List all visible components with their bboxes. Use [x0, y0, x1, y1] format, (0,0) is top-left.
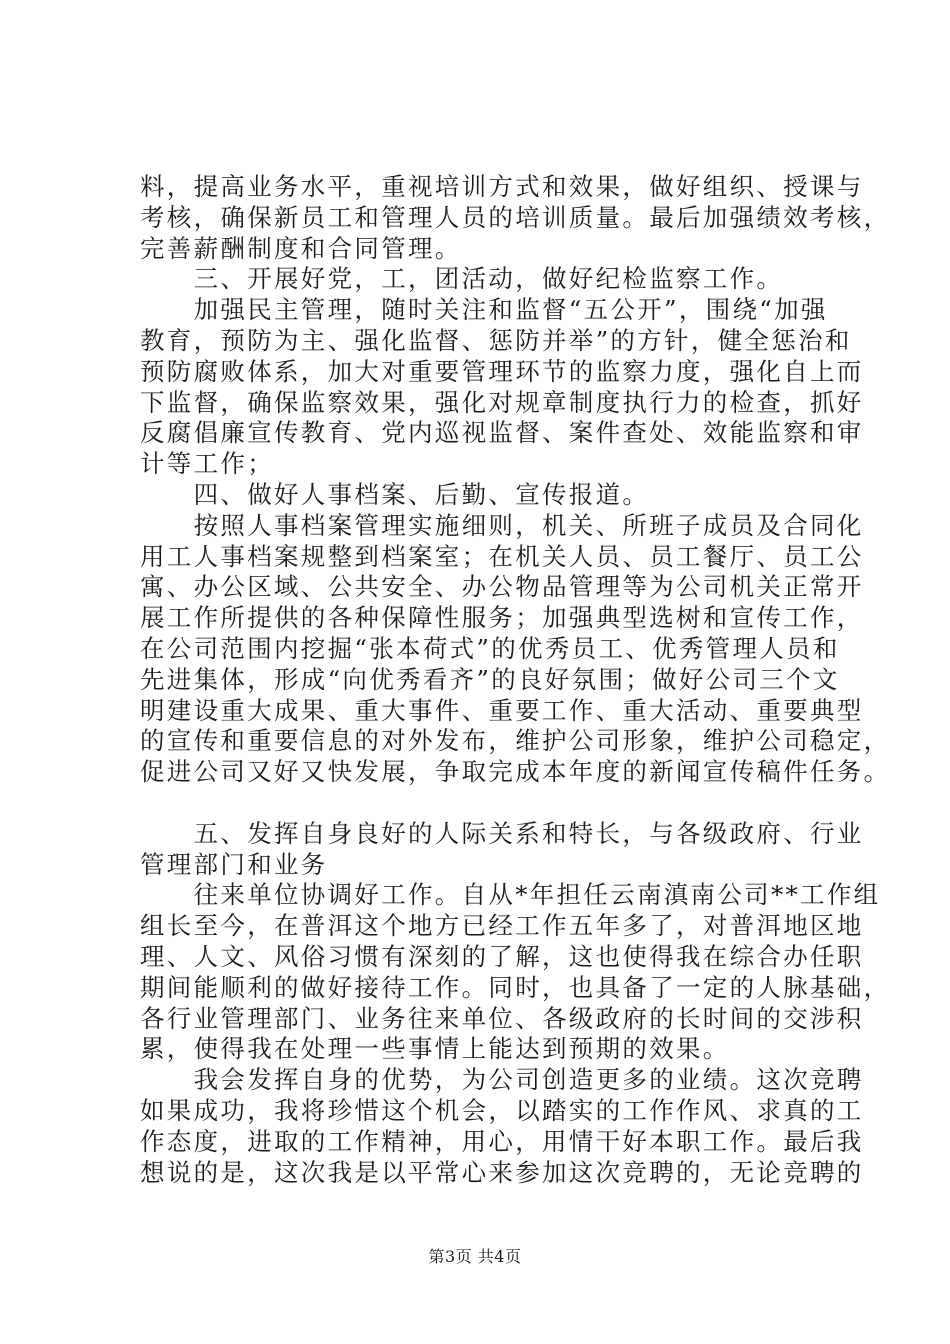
body-line: 料，提高业务水平，重视培训方式和效果，做好组织、授课与 [140, 172, 864, 201]
body-line: 加强民主管理，随时关注和监督“五公开”，围绕“加强 [140, 295, 828, 325]
document-body [140, 172, 891, 1188]
body-line: 组长至今，在普洱这个地方已经工作五年多了，对普洱地区地 [140, 911, 864, 941]
section-heading-5: 五、发挥自身良好的人际关系和特长，与各级政府、行业 [140, 818, 864, 848]
body-line: 展工作所提供的各种保障性服务；加强典型选树和宣传工作， [140, 603, 864, 633]
body-line: 按照人事档案管理实施细则，机关、所班子成员及合同化 [140, 510, 864, 540]
body-line: 如果成功，我将珍惜这个机会，以踏实的工作作风、求真的工 [140, 1095, 864, 1125]
body-line: 理、人文、风俗习惯有深刻的了解，这也使得我在综合办任职 [140, 941, 864, 971]
section-heading-5-cont: 管理部门和业务 [140, 849, 328, 879]
body-line: 明建设重大成果、重大事件、重要工作、重大活动、重要典型 [140, 695, 864, 725]
page-footer: 第3页 共4页 [428, 1247, 522, 1266]
body-line: 先进集体，形成“向优秀看齐”的良好氛围；做好公司三个文 [140, 664, 840, 694]
body-line: 想说的是，这次我是以平常心来参加这次竞聘的，无论竞聘的 [140, 1157, 864, 1187]
body-line: 促进公司又好又快发展，争取完成本年度的新闻宣传稿件任务。 [140, 757, 891, 787]
body-line: 教育，预防为主、强化监督、惩防并举”的方针，健全惩治和 [140, 325, 852, 355]
body-line: 反腐倡廉宣传教育、党内巡视监督、案件查处、效能监察和审 [140, 418, 864, 448]
body-line: 往来单位协调好工作。自从*年担任云南滇南公司**工作组 [140, 880, 881, 910]
body-line: 预防腐败体系，加大对重要管理环节的监察力度，强化自上而 [140, 356, 864, 386]
section-heading-4: 四、做好人事档案、后勤、宣传报道。 [140, 479, 650, 509]
section-heading-3: 三、开展好党，工，团活动，做好纪检监察工作。 [140, 264, 784, 294]
body-line: 用工人事档案规整到档案室；在机关人员、员工餐厅、员工公 [140, 541, 864, 571]
body-line: 我会发挥自身的优势，为公司创造更多的业绩。这次竞聘 [140, 1065, 864, 1095]
body-line: 考核，确保新员工和管理人员的培训质量。最后加强绩效考核， [140, 202, 891, 232]
body-line: 在公司范围内挖掘“张本荷式”的优秀员工、优秀管理人员和 [140, 633, 840, 663]
body-line: 寓、办公区域、公共安全、办公物品管理等为公司机关正常开 [140, 572, 864, 602]
body-line: 作态度，进取的工作精神，用心，用情干好本职工作。最后我 [140, 1126, 864, 1156]
body-line: 计等工作； [140, 449, 274, 479]
body-line: 完善薪酬制度和合同管理。 [140, 233, 462, 263]
body-line: 各行业管理部门、业务往来单位、各级政府的长时间的交涉积 [140, 1003, 864, 1033]
paragraph-gap [140, 788, 840, 819]
body-line: 的宣传和重要信息的对外发布，维护公司形象，维护公司稳定， [140, 726, 891, 756]
body-line: 累，使得我在处理一些事情上能达到预期的效果。 [140, 1034, 730, 1064]
body-line: 期间能顺利的做好接待工作。同时，也具备了一定的人脉基础， [140, 972, 891, 1002]
body-line: 下监督，确保监察效果，强化对规章制度执行力的检查，抓好 [140, 387, 864, 417]
